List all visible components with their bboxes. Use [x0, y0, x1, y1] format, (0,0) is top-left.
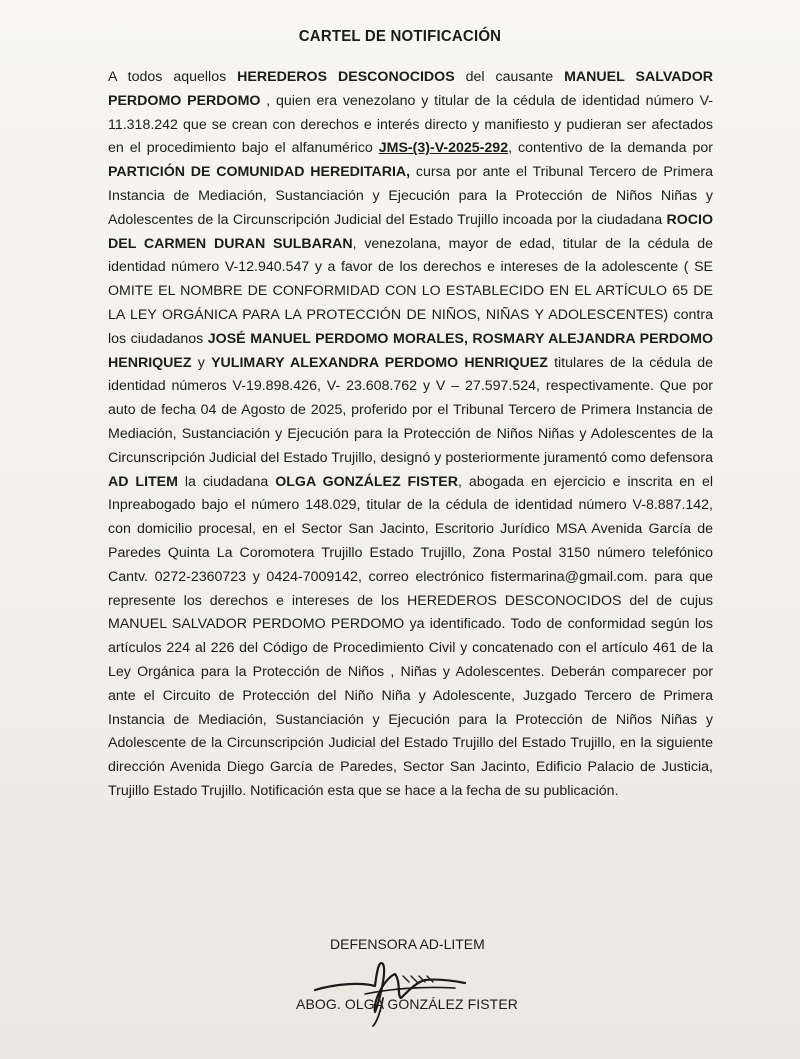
- bold-claim-type: PARTICIÓN DE COMUNIDAD HEREDITARIA,: [108, 164, 411, 181]
- bold-plaintiff-name: ROCIO DEL CARMEN DURAN SULBARAN: [108, 211, 713, 252]
- bold-ad-litem: AD LITEM: [108, 473, 178, 490]
- bold-defender-name: OLGA GONZÁLEZ FISTER: [275, 473, 458, 490]
- text-segment: y: [191, 354, 212, 371]
- text-segment: , abogada en ejercicio e inscrita en el Inpreabogado bajo el número 148.029, titular de la cédula de identidad número V-8.887.142, con domicilio procesal, en el Sector San Jacinto, Escritorio Jurídico MSA Avenida García de Paredes Quinta La Coromotera Trujillo Estado Trujillo, Zona Postal 3150 número telefónico Cantv. 0272-2360723 y 0424-7009142, correo electrónico fistermarina@gmail.com. para que represente los derechos e intereses de los HEREDEROS DESCONOCIDOS del de cujus MANUEL SALVADOR PERDOMO PERDOMO ya identificado. Todo de conformidad según los artículos 224 al 226 del Código de Procedimiento Civil y concatenado con el artículo 461 de la Ley Orgánica para la Protección de Niños , Niñas y Adolescentes. Deberán comparecer por ante el Circuito de Protección del Niño Niña y Adolescente, Juzgado Tercero de Primera Instancia de Mediación, Sustanciación y Ejecución para la Protección de Niños Niñas y Adolescente de la Circunscripción Judicial del Estado Trujillo del Estado Trujillo, en la siguiente dirección Avenida Diego García de Paredes, Sector San Jacinto, Edificio Palacio de Justicia, Trujillo Estado Trujillo. Notificación esta que se hace a la fecha de su publicación.: [108, 473, 713, 799]
- text-segment: A todos aquellos: [108, 69, 238, 85]
- document-title: CARTEL DE NOTIFICACIÓN: [298, 27, 502, 46]
- text-segment: , quien era venezolano y titular de la cédula de identidad número V- 11.318.242 que se crean con derechos e interés directo y manifiesto y pudieran ser afectados en el procedimiento bajo el alfanumérico: [108, 92, 713, 157]
- text-segment: la ciudadana: [177, 473, 276, 490]
- text-segment: cursa por ante el Tribunal Tercero de Primera Instancia de Mediación, Sustanciación y Ejecución para la Protección de Niños Niñas y Adolescentes de la Circunscripción Judicial del Estado Trujillo incoada por la ciudadana: [108, 164, 714, 228]
- signature-role: DEFENSORA AD-LITEM: [330, 936, 485, 952]
- signature-name: ABOG. OLGA GONZÁLEZ FISTER: [296, 996, 518, 1012]
- case-number: JMS-(3)-V-2025-292: [378, 140, 509, 157]
- bold-deceased-name: MANUEL SALVADOR PERDOMO PERDOMO: [108, 69, 714, 109]
- text-segment: , contentivo de la demanda por: [508, 140, 713, 157]
- bold-unknown-heirs: HEREDEROS DESCONOCIDOS: [237, 69, 455, 85]
- notice-body: [108, 66, 713, 804]
- text-segment: del causante: [454, 69, 565, 85]
- text-segment: , venezolana, mayor de edad, titular de la cédula de identidad número V-12.940.547 y a favor de los derechos e intereses de la adolescente ( SE OMITE EL NOMBRE DE CONFORMIDAD CON LO ESTABLECIDO EN EL ARTÍCULO 65 DE LA LEY ORGÁNICA PARA LA PROTECCIÓN DE NIÑOS, NIÑAS Y ADOLESCENTES) contra los ciudadanos: [108, 235, 713, 347]
- bold-defendant-name: YULIMARY ALEXANDRA PERDOMO HENRIQUEZ: [211, 354, 548, 371]
- handwritten-signature: [305, 950, 475, 1030]
- text-segment: titulares de la cédula de identidad números V-19.898.426, V- 23.608.762 y V – 27.597.524, respectivamente. Que por auto de fecha 04 de Agosto de 2025, proferido por el Tribunal Tercero de Primera Instancia de Mediación, Sustanciación y Ejecución para la Protección de Niños Niñas y Adolescentes de la Circunscripción Judicial del Estado Trujillo, designó y posteriormente juramentó como defensora: [108, 354, 713, 466]
- bold-defendants-names: JOSÉ MANUEL PERDOMO MORALES, ROSMARY ALEJANDRA PERDOMO HENRIQUEZ: [108, 330, 713, 371]
